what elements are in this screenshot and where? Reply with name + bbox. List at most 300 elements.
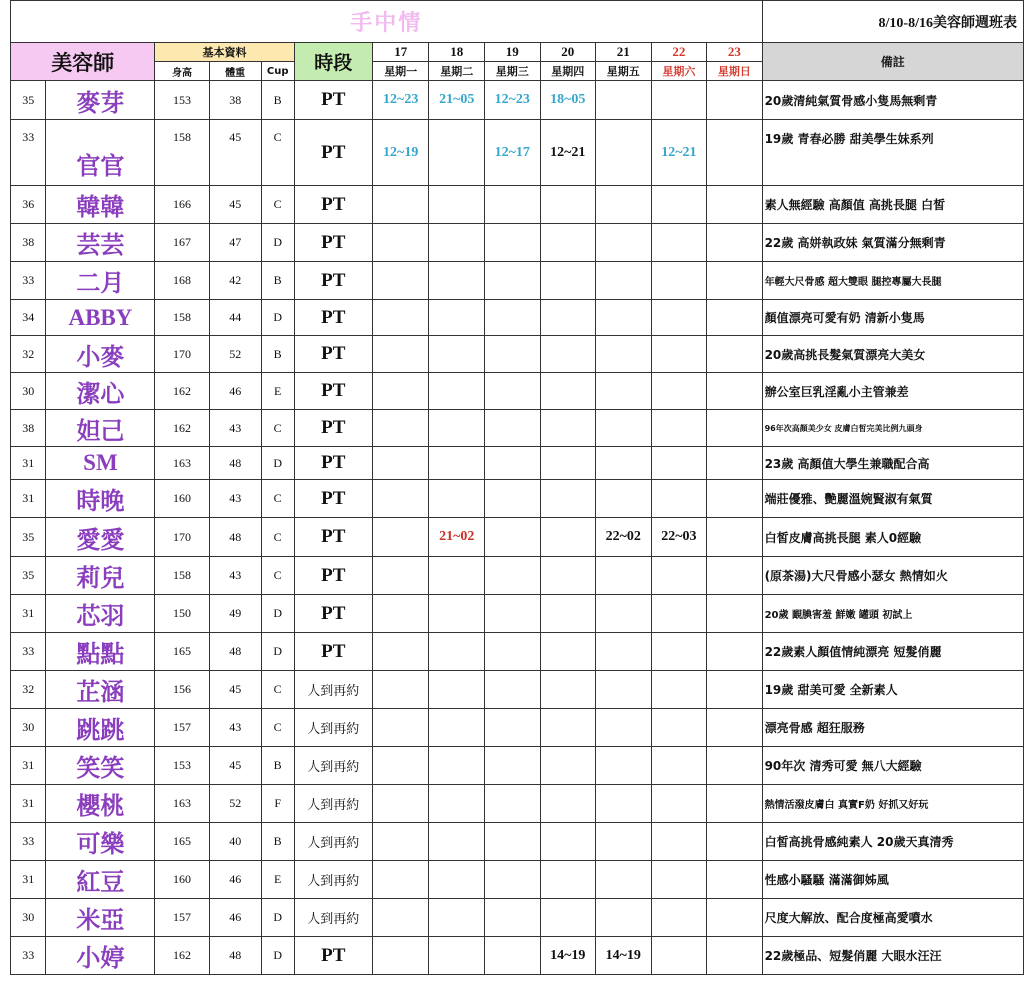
table-row: [11, 785, 1024, 823]
shift-cell: [596, 410, 652, 447]
shift-cell: 22~03: [651, 518, 707, 557]
weight-cell: 43: [209, 410, 261, 447]
shift-cell: [596, 899, 652, 937]
shift-cell: [540, 186, 596, 224]
beautician-name: 二月: [46, 262, 155, 300]
shift-cell: 12~21: [540, 120, 596, 186]
header-date: 17: [372, 43, 429, 62]
shift-cell: [651, 823, 707, 861]
shift-cell: [484, 410, 540, 447]
shift-cell: [596, 224, 652, 262]
height-cell: 167: [155, 224, 209, 262]
table-row: [11, 899, 1024, 937]
cup-cell: E: [261, 373, 294, 410]
table-row: [11, 300, 1024, 336]
note-cell: 20歲高挑長髮氣質漂亮大美女: [762, 336, 1023, 373]
table-row: [11, 633, 1024, 671]
shift-cell: [429, 336, 485, 373]
beautician-name: 跳跳: [46, 709, 155, 747]
shift-cell: [372, 336, 429, 373]
shift-cell: [484, 709, 540, 747]
note-cell: 23歲 高顏值大學生兼職配合高: [762, 447, 1023, 480]
beautician-name: SM: [46, 447, 155, 480]
shift-cell: [372, 262, 429, 300]
cup-cell: D: [261, 224, 294, 262]
age-cell: 31: [11, 785, 46, 823]
table-row: [11, 224, 1024, 262]
shift-cell: [484, 224, 540, 262]
cup-cell: B: [261, 262, 294, 300]
shift-cell: [484, 937, 540, 975]
age-cell: 35: [11, 557, 46, 595]
shift-cell: [651, 480, 707, 518]
cup-cell: D: [261, 300, 294, 336]
age-cell: 30: [11, 373, 46, 410]
height-cell: 158: [155, 120, 209, 186]
period-cell: PT: [294, 262, 372, 300]
shift-cell: [651, 595, 707, 633]
shift-cell: [540, 671, 596, 709]
shift-cell: [429, 300, 485, 336]
shift-cell: 12~17: [484, 120, 540, 186]
height-cell: 153: [155, 747, 209, 785]
note-cell: 22歲 高姘執政妹 氣質滿分無剩青: [762, 224, 1023, 262]
cup-cell: B: [261, 823, 294, 861]
table-row: [11, 480, 1024, 518]
age-cell: 31: [11, 595, 46, 633]
shift-cell: [540, 447, 596, 480]
period-cell: 人到再約: [294, 899, 372, 937]
shift-cell: [596, 480, 652, 518]
note-cell: 90年次 清秀可愛 無八大經驗: [762, 747, 1023, 785]
period-cell: 人到再約: [294, 823, 372, 861]
shift-cell: [651, 633, 707, 671]
shift-cell: [429, 785, 485, 823]
shift-cell: [651, 671, 707, 709]
shift-cell: [484, 373, 540, 410]
shift-cell: [651, 262, 707, 300]
shift-cell: [484, 300, 540, 336]
shift-cell: [707, 480, 762, 518]
shift-cell: [596, 747, 652, 785]
beautician-name: 芸芸: [46, 224, 155, 262]
shift-cell: [429, 186, 485, 224]
shift-cell: [540, 595, 596, 633]
weight-cell: 45: [209, 747, 261, 785]
shift-cell: 12~23: [372, 81, 429, 120]
shift-cell: [372, 595, 429, 633]
shift-cell: [429, 120, 485, 186]
cup-cell: C: [261, 120, 294, 186]
shift-cell: [429, 410, 485, 447]
header-date: 22: [651, 43, 707, 62]
shift-cell: [596, 785, 652, 823]
weight-cell: 47: [209, 224, 261, 262]
height-cell: 158: [155, 300, 209, 336]
height-cell: 160: [155, 480, 209, 518]
shift-cell: [707, 633, 762, 671]
shift-cell: [429, 447, 485, 480]
shift-cell: [484, 785, 540, 823]
height-cell: 168: [155, 262, 209, 300]
weight-cell: 43: [209, 480, 261, 518]
shift-cell: [540, 709, 596, 747]
shift-cell: [651, 300, 707, 336]
period-cell: 人到再約: [294, 747, 372, 785]
table-row: [11, 595, 1024, 633]
age-cell: 35: [11, 81, 46, 120]
period-cell: PT: [294, 480, 372, 518]
shift-cell: [651, 336, 707, 373]
period-cell: 人到再約: [294, 709, 372, 747]
period-cell: PT: [294, 186, 372, 224]
note-cell: 尺度大解放、配合度極高愛噴水: [762, 899, 1023, 937]
shift-cell: [707, 336, 762, 373]
shift-cell: [372, 785, 429, 823]
beautician-name: 點點: [46, 633, 155, 671]
beautician-name: 妲己: [46, 410, 155, 447]
period-cell: 人到再約: [294, 861, 372, 899]
shift-cell: [596, 671, 652, 709]
cup-cell: C: [261, 671, 294, 709]
header-cup: Cup: [261, 62, 294, 81]
note-cell: 漂亮骨感 超狂服務: [762, 709, 1023, 747]
shift-cell: [707, 899, 762, 937]
age-cell: 32: [11, 671, 46, 709]
shift-cell: [540, 518, 596, 557]
shift-cell: [540, 410, 596, 447]
weight-cell: 42: [209, 262, 261, 300]
period-cell: 人到再約: [294, 785, 372, 823]
header-weekday: 星期二: [429, 62, 485, 81]
shift-cell: [540, 557, 596, 595]
shift-cell: 21~02: [429, 518, 485, 557]
beautician-name: 潔心: [46, 373, 155, 410]
shift-cell: [540, 747, 596, 785]
shift-cell: [429, 937, 485, 975]
shift-cell: [707, 373, 762, 410]
shift-cell: [372, 671, 429, 709]
header-period: 時段: [294, 43, 372, 81]
age-cell: 30: [11, 899, 46, 937]
note-cell: (原茶湯)大尺骨感小瑟女 熱情如火: [762, 557, 1023, 595]
shift-cell: [651, 81, 707, 120]
age-cell: 31: [11, 861, 46, 899]
shift-cell: [651, 373, 707, 410]
age-cell: 31: [11, 447, 46, 480]
shift-cell: [596, 81, 652, 120]
shift-cell: [429, 262, 485, 300]
weight-cell: 45: [209, 671, 261, 709]
shift-cell: [429, 823, 485, 861]
shift-cell: [707, 709, 762, 747]
height-cell: 162: [155, 373, 209, 410]
beautician-name: ABBY: [46, 300, 155, 336]
age-cell: 32: [11, 336, 46, 373]
shift-cell: [429, 224, 485, 262]
shift-cell: [372, 823, 429, 861]
cup-cell: D: [261, 447, 294, 480]
shift-cell: [651, 785, 707, 823]
shift-cell: [484, 823, 540, 861]
height-cell: 160: [155, 861, 209, 899]
shift-cell: 12~23: [484, 81, 540, 120]
age-cell: 33: [11, 633, 46, 671]
shift-cell: 14~19: [596, 937, 652, 975]
shift-cell: [540, 861, 596, 899]
beautician-name: 小麥: [46, 336, 155, 373]
height-cell: 157: [155, 709, 209, 747]
age-cell: 30: [11, 709, 46, 747]
header-weekday: 星期五: [596, 62, 652, 81]
shift-cell: [372, 861, 429, 899]
height-cell: 153: [155, 81, 209, 120]
period-cell: PT: [294, 120, 372, 186]
shift-cell: [596, 262, 652, 300]
shift-cell: [484, 518, 540, 557]
age-cell: 31: [11, 480, 46, 518]
height-cell: 163: [155, 447, 209, 480]
shift-cell: [596, 633, 652, 671]
period-cell: PT: [294, 633, 372, 671]
shift-cell: [372, 224, 429, 262]
header-weekday: 星期六: [651, 62, 707, 81]
height-cell: 166: [155, 186, 209, 224]
height-cell: 170: [155, 336, 209, 373]
shift-cell: [651, 747, 707, 785]
shift-cell: [707, 595, 762, 633]
shift-cell: [484, 861, 540, 899]
period-cell: PT: [294, 518, 372, 557]
shift-cell: [707, 557, 762, 595]
note-cell: 20歲 靦腆害羞 鮮嫩 罐頭 初試上: [762, 595, 1023, 633]
shift-cell: [651, 861, 707, 899]
weight-cell: 43: [209, 709, 261, 747]
age-cell: 33: [11, 120, 46, 186]
height-cell: 163: [155, 785, 209, 823]
age-cell: 31: [11, 747, 46, 785]
shift-cell: [372, 747, 429, 785]
period-cell: PT: [294, 447, 372, 480]
table-row: [11, 747, 1024, 785]
beautician-name: 笑笑: [46, 747, 155, 785]
weight-cell: 49: [209, 595, 261, 633]
page-title: 手中情: [11, 1, 763, 43]
cup-cell: D: [261, 595, 294, 633]
cup-cell: B: [261, 81, 294, 120]
cup-cell: C: [261, 557, 294, 595]
header-date: 21: [596, 43, 652, 62]
shift-cell: [540, 633, 596, 671]
weight-cell: 46: [209, 861, 261, 899]
shift-cell: [596, 861, 652, 899]
note-cell: 端莊優雅、艷麗溫婉賢淑有氣質: [762, 480, 1023, 518]
weight-cell: 45: [209, 120, 261, 186]
height-cell: 157: [155, 899, 209, 937]
shift-cell: [429, 633, 485, 671]
beautician-name: 紅豆: [46, 861, 155, 899]
shift-cell: [651, 224, 707, 262]
weight-cell: 43: [209, 557, 261, 595]
weight-cell: 48: [209, 447, 261, 480]
shift-cell: [429, 861, 485, 899]
table-row: [11, 373, 1024, 410]
shift-cell: [372, 373, 429, 410]
height-cell: 165: [155, 823, 209, 861]
period-cell: PT: [294, 224, 372, 262]
shift-cell: [484, 186, 540, 224]
shift-cell: [651, 557, 707, 595]
header-height: 身高: [155, 62, 209, 81]
note-cell: 顏值漂亮可愛有奶 清新小隻馬: [762, 300, 1023, 336]
age-cell: 33: [11, 937, 46, 975]
shift-cell: [651, 899, 707, 937]
table-row: [11, 709, 1024, 747]
cup-cell: E: [261, 861, 294, 899]
beautician-name: 小婷: [46, 937, 155, 975]
shift-cell: [707, 747, 762, 785]
shift-cell: [540, 480, 596, 518]
table-row: [11, 81, 1024, 120]
shift-cell: [484, 557, 540, 595]
table-row: [11, 937, 1024, 975]
cup-cell: C: [261, 518, 294, 557]
height-cell: 150: [155, 595, 209, 633]
cup-cell: B: [261, 336, 294, 373]
shift-cell: [651, 937, 707, 975]
shift-cell: [429, 373, 485, 410]
shift-cell: 14~19: [540, 937, 596, 975]
cup-cell: C: [261, 709, 294, 747]
shift-cell: [540, 224, 596, 262]
cup-cell: B: [261, 747, 294, 785]
header-weekday: 星期三: [484, 62, 540, 81]
weight-cell: 52: [209, 785, 261, 823]
shift-cell: 12~19: [372, 120, 429, 186]
beautician-name: 韓韓: [46, 186, 155, 224]
shift-cell: [540, 373, 596, 410]
shift-cell: [596, 823, 652, 861]
shift-cell: [707, 410, 762, 447]
beautician-name: 官官: [46, 120, 155, 186]
age-cell: 38: [11, 224, 46, 262]
header-date: 18: [429, 43, 485, 62]
shift-cell: [707, 300, 762, 336]
shift-cell: [372, 899, 429, 937]
shift-cell: [540, 262, 596, 300]
shift-cell: [372, 410, 429, 447]
shift-cell: [429, 480, 485, 518]
note-cell: 22歲極品、短髮俏麗 大眼水汪汪: [762, 937, 1023, 975]
shift-cell: [429, 595, 485, 633]
weight-cell: 46: [209, 373, 261, 410]
beautician-name: 可樂: [46, 823, 155, 861]
shift-cell: [707, 81, 762, 120]
header-date: 19: [484, 43, 540, 62]
shift-cell: [596, 336, 652, 373]
table-row: [11, 557, 1024, 595]
weight-cell: 52: [209, 336, 261, 373]
beautician-name: 芯羽: [46, 595, 155, 633]
weight-cell: 48: [209, 937, 261, 975]
header-date: 20: [540, 43, 596, 62]
shift-cell: [484, 899, 540, 937]
beautician-name: 麥芽: [46, 81, 155, 120]
shift-cell: [484, 336, 540, 373]
header-basic-info: 基本資料: [155, 43, 294, 62]
height-cell: 162: [155, 937, 209, 975]
shift-cell: [707, 937, 762, 975]
table-row: [11, 186, 1024, 224]
age-cell: 38: [11, 410, 46, 447]
table-row: [11, 823, 1024, 861]
beautician-name: 莉兒: [46, 557, 155, 595]
shift-cell: [540, 336, 596, 373]
shift-cell: [596, 557, 652, 595]
weight-cell: 44: [209, 300, 261, 336]
table-row: [11, 671, 1024, 709]
weight-cell: 48: [209, 633, 261, 671]
shift-cell: [707, 518, 762, 557]
cup-cell: C: [261, 410, 294, 447]
table-row: [11, 410, 1024, 447]
shift-cell: [484, 262, 540, 300]
note-cell: 22歲素人顏值情純漂亮 短髮俏麗: [762, 633, 1023, 671]
note-cell: 19歲 青春必勝 甜美學生妹系列: [762, 120, 1023, 186]
weight-cell: 46: [209, 899, 261, 937]
shift-cell: [707, 785, 762, 823]
shift-cell: [707, 186, 762, 224]
shift-cell: [429, 671, 485, 709]
cup-cell: D: [261, 899, 294, 937]
shift-cell: [484, 671, 540, 709]
header-weekday: 星期一: [372, 62, 429, 81]
shift-cell: [596, 120, 652, 186]
shift-cell: [651, 447, 707, 480]
beautician-name: 櫻桃: [46, 785, 155, 823]
header-weekday: 星期四: [540, 62, 596, 81]
shift-cell: [596, 595, 652, 633]
shift-cell: [707, 861, 762, 899]
shift-cell: [596, 186, 652, 224]
shift-cell: [429, 899, 485, 937]
age-cell: 34: [11, 300, 46, 336]
cup-cell: C: [261, 186, 294, 224]
table-row: [11, 861, 1024, 899]
beautician-name: 米亞: [46, 899, 155, 937]
weight-cell: 38: [209, 81, 261, 120]
shift-cell: [540, 823, 596, 861]
period-cell: PT: [294, 557, 372, 595]
age-cell: 35: [11, 518, 46, 557]
shift-cell: [596, 709, 652, 747]
shift-cell: [372, 709, 429, 747]
header-date: 23: [707, 43, 762, 62]
note-cell: 素人無經驗 高顏值 高挑長腿 白皙: [762, 186, 1023, 224]
note-cell: 性感小騷騷 滿滿御姊風: [762, 861, 1023, 899]
shift-cell: [484, 595, 540, 633]
note-cell: 20歲清純氣質骨感小隻馬無剩青: [762, 81, 1023, 120]
shift-cell: [651, 186, 707, 224]
header-notes: 備註: [762, 43, 1023, 81]
cup-cell: F: [261, 785, 294, 823]
height-cell: 170: [155, 518, 209, 557]
height-cell: 165: [155, 633, 209, 671]
note-cell: 年輕大尺骨感 超大雙眼 腿控專屬大長腿: [762, 262, 1023, 300]
table-row: [11, 120, 1024, 186]
header-weight: 體重: [209, 62, 261, 81]
shift-cell: [484, 633, 540, 671]
